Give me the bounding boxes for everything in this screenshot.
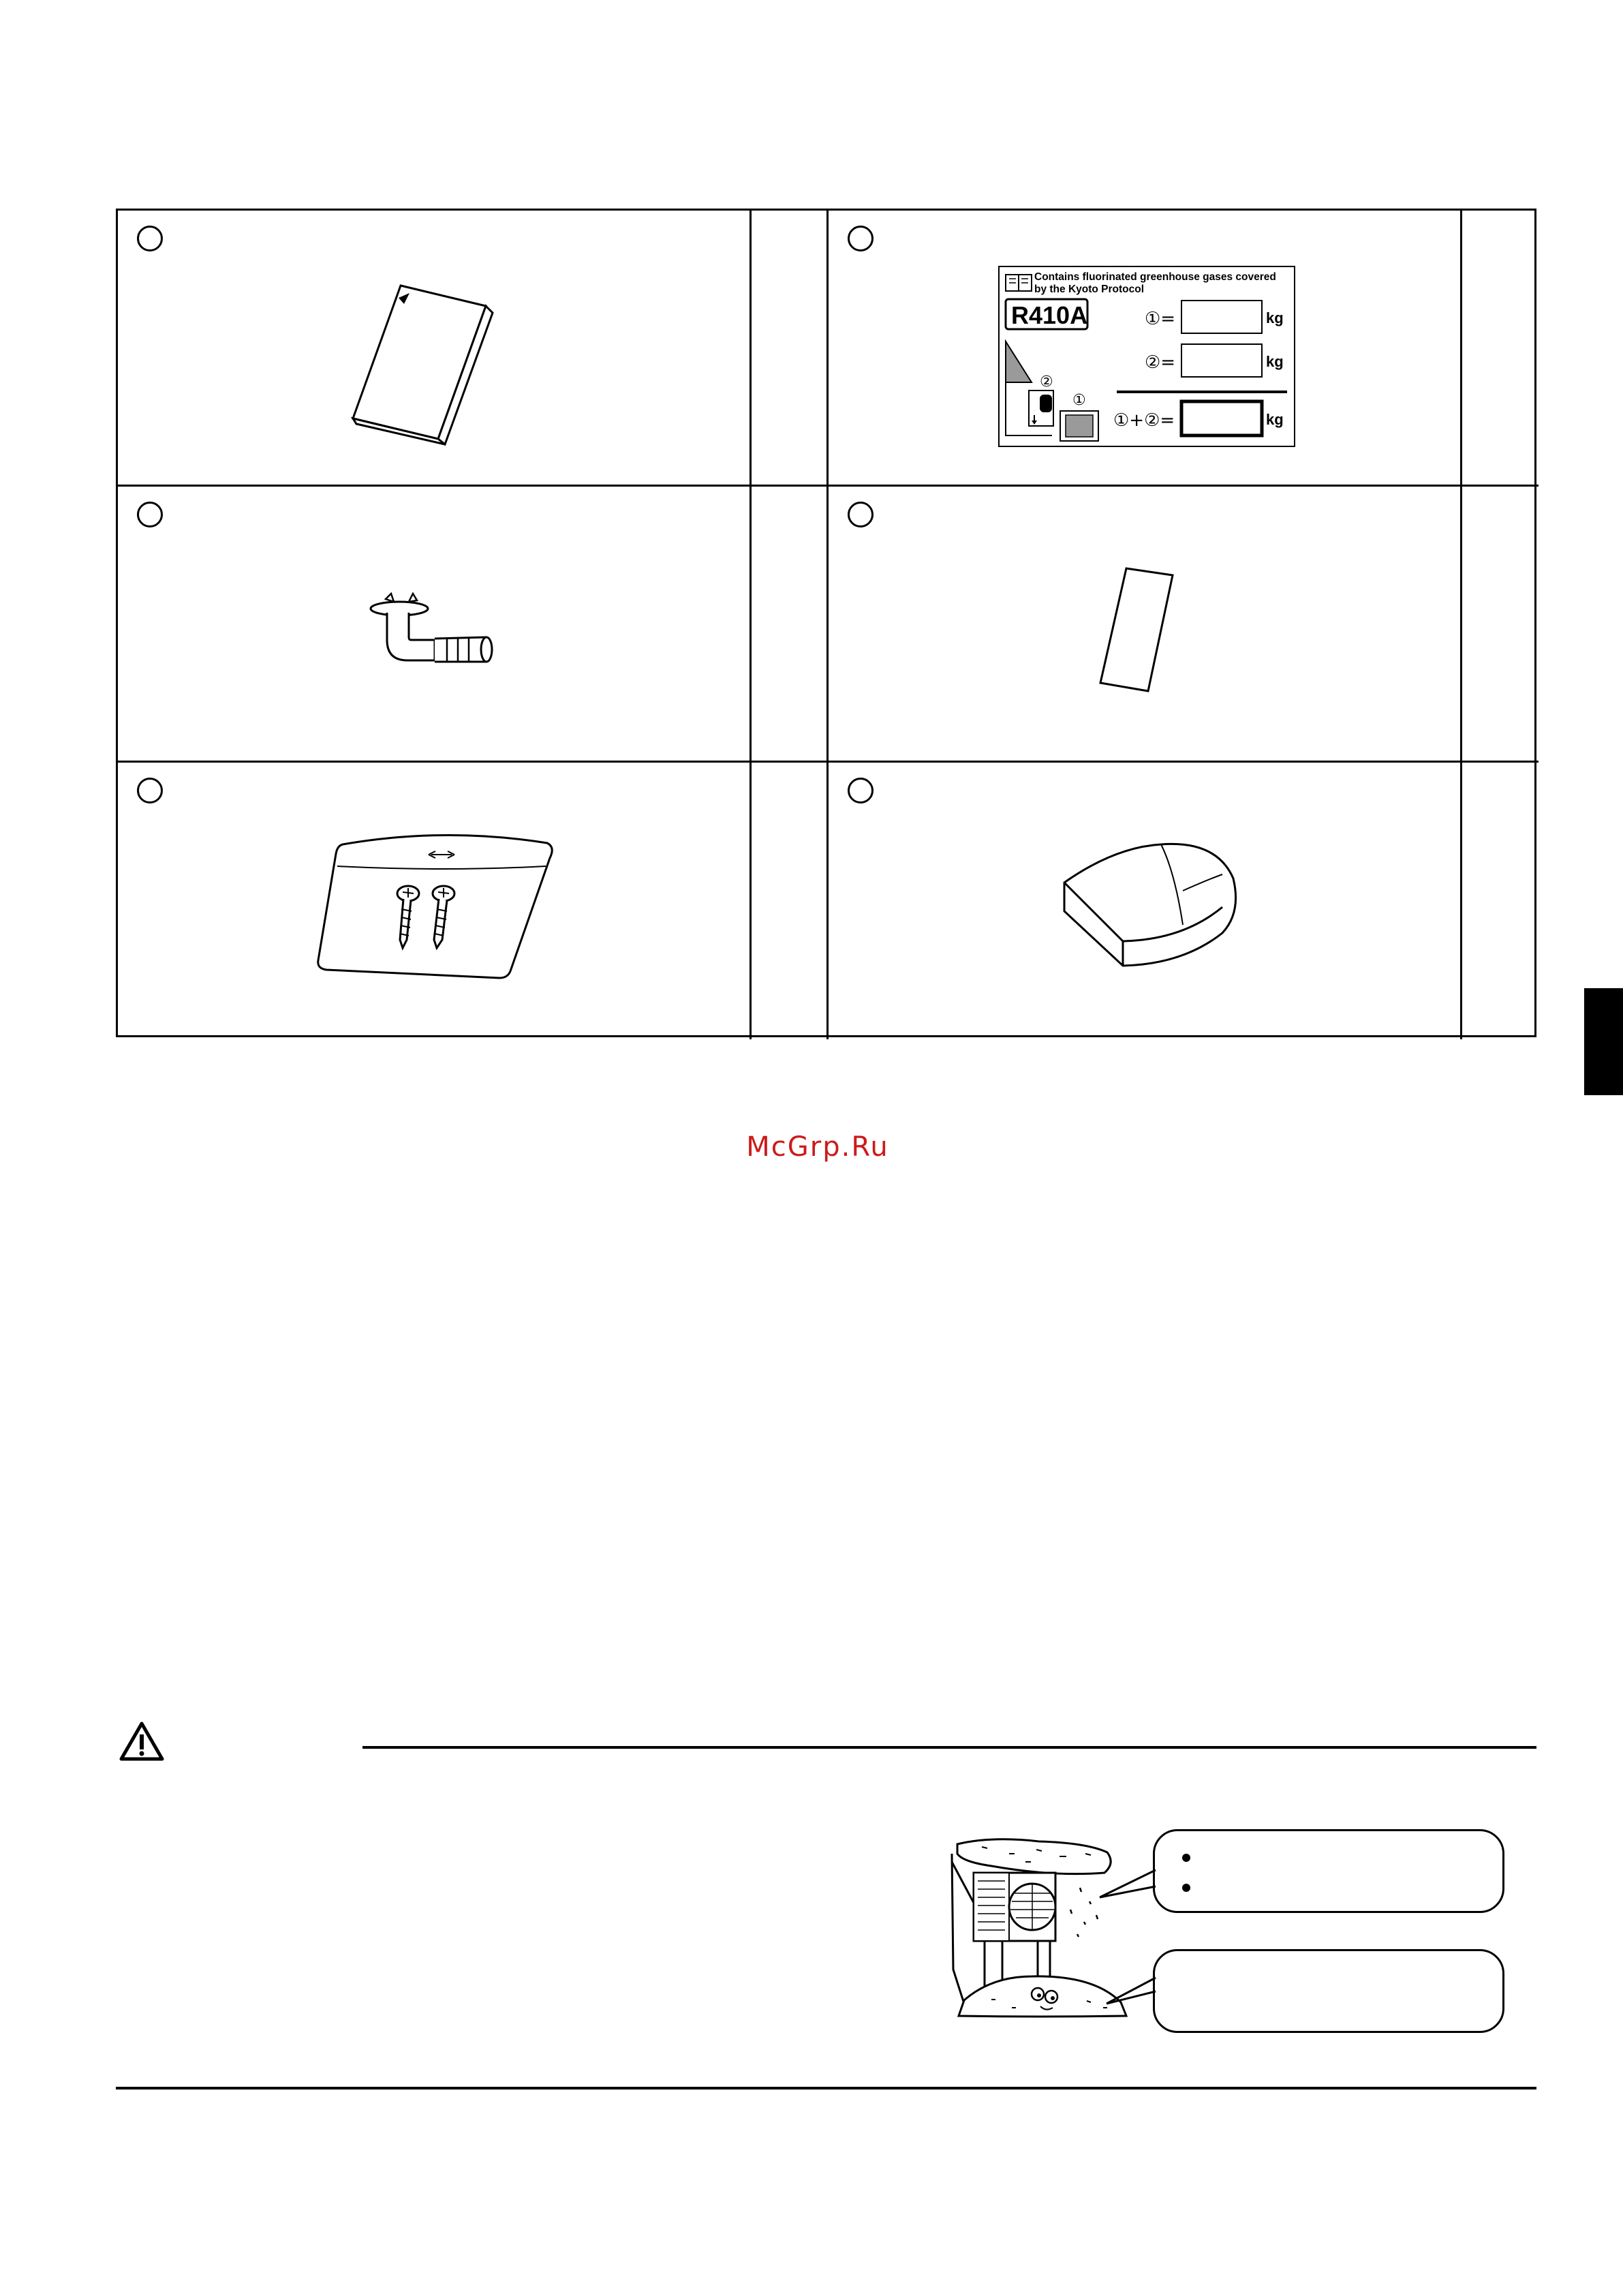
total-prefix: ①+②= [1113,410,1175,431]
refrigerant-name: R410A [1011,301,1088,329]
language-thumb-tab [1584,988,1623,1095]
item-number-circle [137,226,163,251]
callout-lower [1153,1949,1504,2033]
screws-bag-icon [315,831,561,994]
quantity-cell [1462,211,1539,487]
diagram-mark-2: ② [1040,373,1053,391]
callout-upper [1153,1829,1504,1913]
page-footer-divider [116,2087,1536,2090]
item-number-circle [848,502,874,527]
item-number-circle [137,778,163,803]
refrigerant-label-sticker [998,265,1297,449]
accessory-cell-drain-socket [118,487,752,763]
watermark: McGrp.Ru [746,1131,889,1163]
quantity-cell [752,763,829,1039]
warning-triangle-icon [119,1721,165,1762]
accessory-cell-manual [118,211,752,487]
label-header-line2: by the Kyoto Protocol [1034,284,1145,295]
accessory-cell-refrigerant-label [829,211,1462,487]
callout-pointer [1098,1867,1160,1901]
label-header-line1: Contains fluorinated greenhouse gases covered [1034,271,1276,283]
bullet-point [1182,1854,1190,1862]
accessory-cell-screws-bag [118,763,752,1039]
item-number-circle [848,226,874,251]
accessory-cell-sealing-pad [829,763,1462,1039]
accessories-table [116,209,1536,1037]
quantity-cell [752,211,829,487]
row1-prefix: ①= [1145,309,1176,329]
quantity-cell [1462,763,1539,1039]
item-number-circle [137,502,163,527]
caution-divider [362,1746,1536,1749]
item-number-circle [848,778,874,803]
sealing-pad-icon [1060,831,1244,981]
diagram-mark-1: ① [1072,392,1086,409]
row2-unit: kg [1266,353,1284,370]
manual-booklet-icon [350,275,513,446]
quantity-cell [752,487,829,763]
insulation-strip-icon [1098,562,1186,698]
accessory-cell-strip [829,487,1462,763]
drain-socket-icon [367,592,503,681]
row2-prefix: ②= [1145,352,1176,373]
bullet-point [1182,1884,1190,1892]
row1-unit: kg [1266,309,1284,326]
callout-pointer [1105,1974,1160,2006]
quantity-cell [1462,487,1539,763]
book-icon [1006,275,1032,291]
total-unit: kg [1266,411,1284,428]
